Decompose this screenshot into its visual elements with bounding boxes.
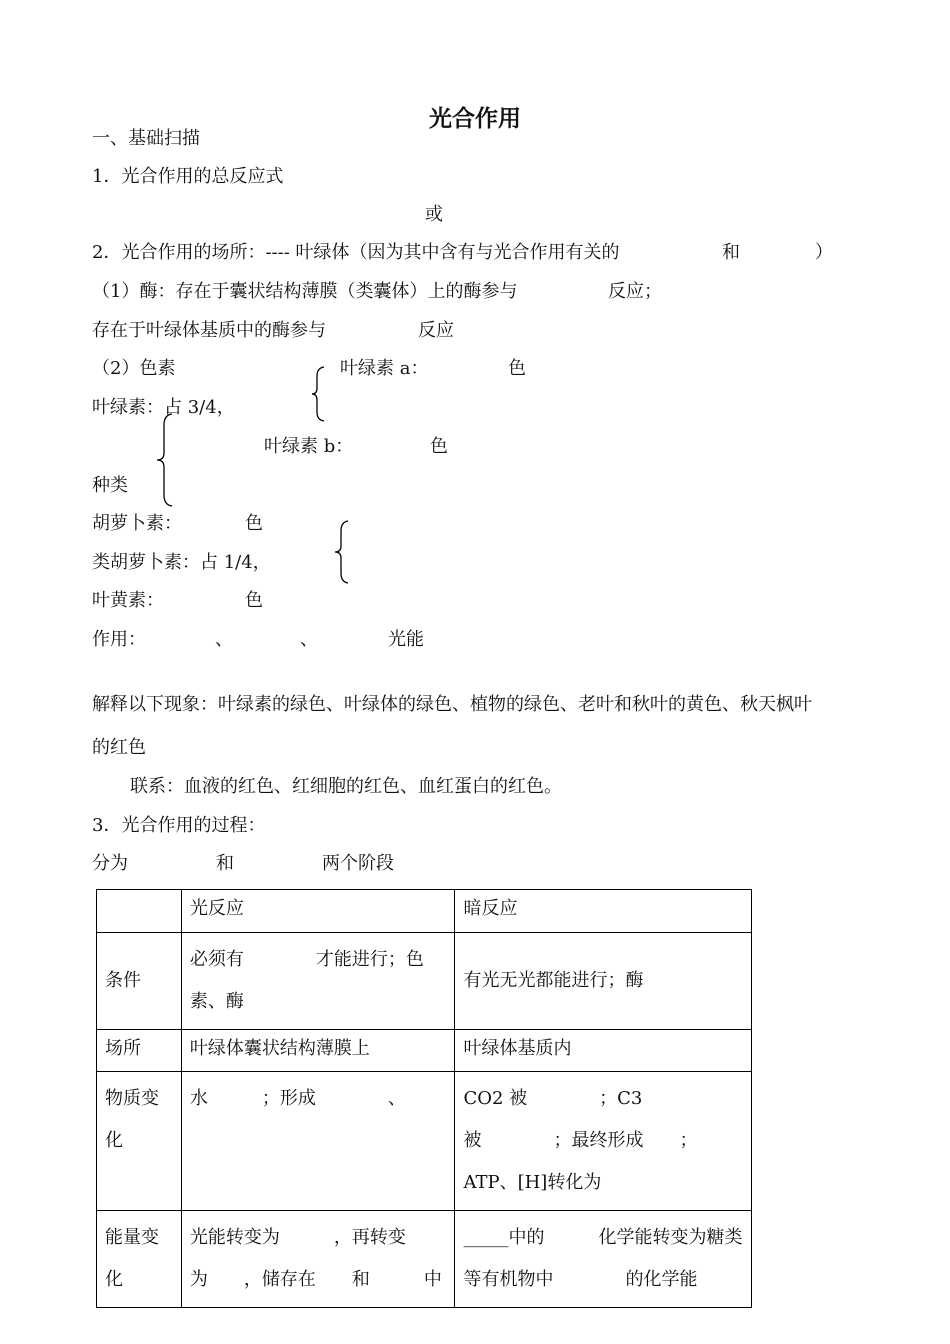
function-end: 光能: [388, 629, 424, 650]
chlorophyll-a: 叶绿素 a：: [340, 358, 429, 379]
explain-line: 解释以下现象：叶绿素的绿色、叶绿体的绿色、植物的绿色、老叶和秋叶的黄色、秋天枫叶: [92, 694, 812, 715]
table-row: [97, 1072, 752, 1211]
brace-carotenoid: [332, 520, 352, 584]
table-header-cell: [97, 890, 182, 933]
brace-kinds: [154, 413, 176, 507]
chlorophyll-b-color: 色: [430, 436, 448, 457]
xanthophyll: 叶黄素：: [92, 590, 164, 611]
pigment-heading: （2）色素: [92, 358, 176, 379]
divide-end: 两个阶段: [322, 853, 394, 874]
table-cell: 条件: [97, 933, 182, 1030]
enzyme-line-2-end: 反应: [418, 320, 454, 341]
function-label: 作用：: [92, 629, 146, 650]
chlorophyll-a-color: 色: [508, 358, 526, 379]
table-header-row: [97, 890, 752, 933]
table-cell: 光能转变为 ，再转变为 ，储存在 和 中: [181, 1211, 455, 1308]
table-cell: CO2 被 ；C3 被 ；最终形成 ；ATP、[H]转化为: [455, 1072, 752, 1211]
table-row: [97, 933, 752, 1030]
chlorophyll-b: 叶绿素 b：: [264, 436, 354, 457]
table-cell: 水 ；形成 、: [181, 1072, 455, 1211]
section-heading: 一、基础扫描: [92, 128, 200, 149]
pigment-kinds: 种类: [92, 475, 128, 496]
question-1: 1．光合作用的总反应式: [92, 166, 284, 187]
table-cell: 有光无光都能进行；酶: [455, 933, 752, 1030]
table-header-cell: 暗反应: [455, 890, 752, 933]
link-line: 联系：血液的红色、红细胞的红色、血红蛋白的红色。: [130, 776, 562, 797]
question-1-or: 或: [425, 204, 443, 225]
table-cell: _____中的 化学能转变为糖类等有机物中 的化学能: [455, 1211, 752, 1308]
carotene-color: 色: [245, 513, 263, 534]
brace-chlorophyll: [310, 366, 328, 422]
chlorophyll: 叶绿素：占 3/4，: [92, 397, 235, 418]
question-3: 3．光合作用的过程：: [92, 815, 266, 836]
table-cell: 叶绿体囊状结构薄膜上: [181, 1030, 455, 1072]
carotene: 胡萝卜素：: [92, 513, 182, 534]
table-cell: 物质变化: [97, 1072, 182, 1211]
table-row: [97, 1030, 752, 1072]
function-sep-1: 、: [215, 629, 233, 650]
carotenoid: 类胡萝卜素：占 1/4，: [92, 552, 271, 573]
table-cell: 能量变化: [97, 1211, 182, 1308]
table-row: [97, 1211, 752, 1308]
page-title: 光合作用: [429, 106, 521, 132]
function-sep-2: 、: [300, 629, 318, 650]
enzyme-line-1: （1）酶：存在于囊状结构薄膜（类囊体）上的酶参与: [92, 281, 518, 302]
table-cell: 必须有 才能进行；色素、酶: [181, 933, 455, 1030]
explain-line-cont: 的红色: [92, 737, 146, 758]
table-header-cell: 光反应: [181, 890, 455, 933]
process-table: [96, 889, 752, 1308]
table-cell: 场所: [97, 1030, 182, 1072]
xanthophyll-color: 色: [245, 590, 263, 611]
divide-and: 和: [216, 853, 234, 874]
divide-label: 分为: [92, 853, 128, 874]
table-cell: 叶绿体基质内: [455, 1030, 752, 1072]
question-2-and: 和: [722, 242, 740, 263]
question-2: 2．光合作用的场所：---- 叶绿体（因为其中含有与光合作用有关的: [92, 242, 620, 263]
enzyme-line-1-end: 反应；: [608, 281, 662, 302]
question-2-close: ）: [815, 242, 833, 263]
enzyme-line-2: 存在于叶绿体基质中的酶参与: [92, 320, 326, 341]
